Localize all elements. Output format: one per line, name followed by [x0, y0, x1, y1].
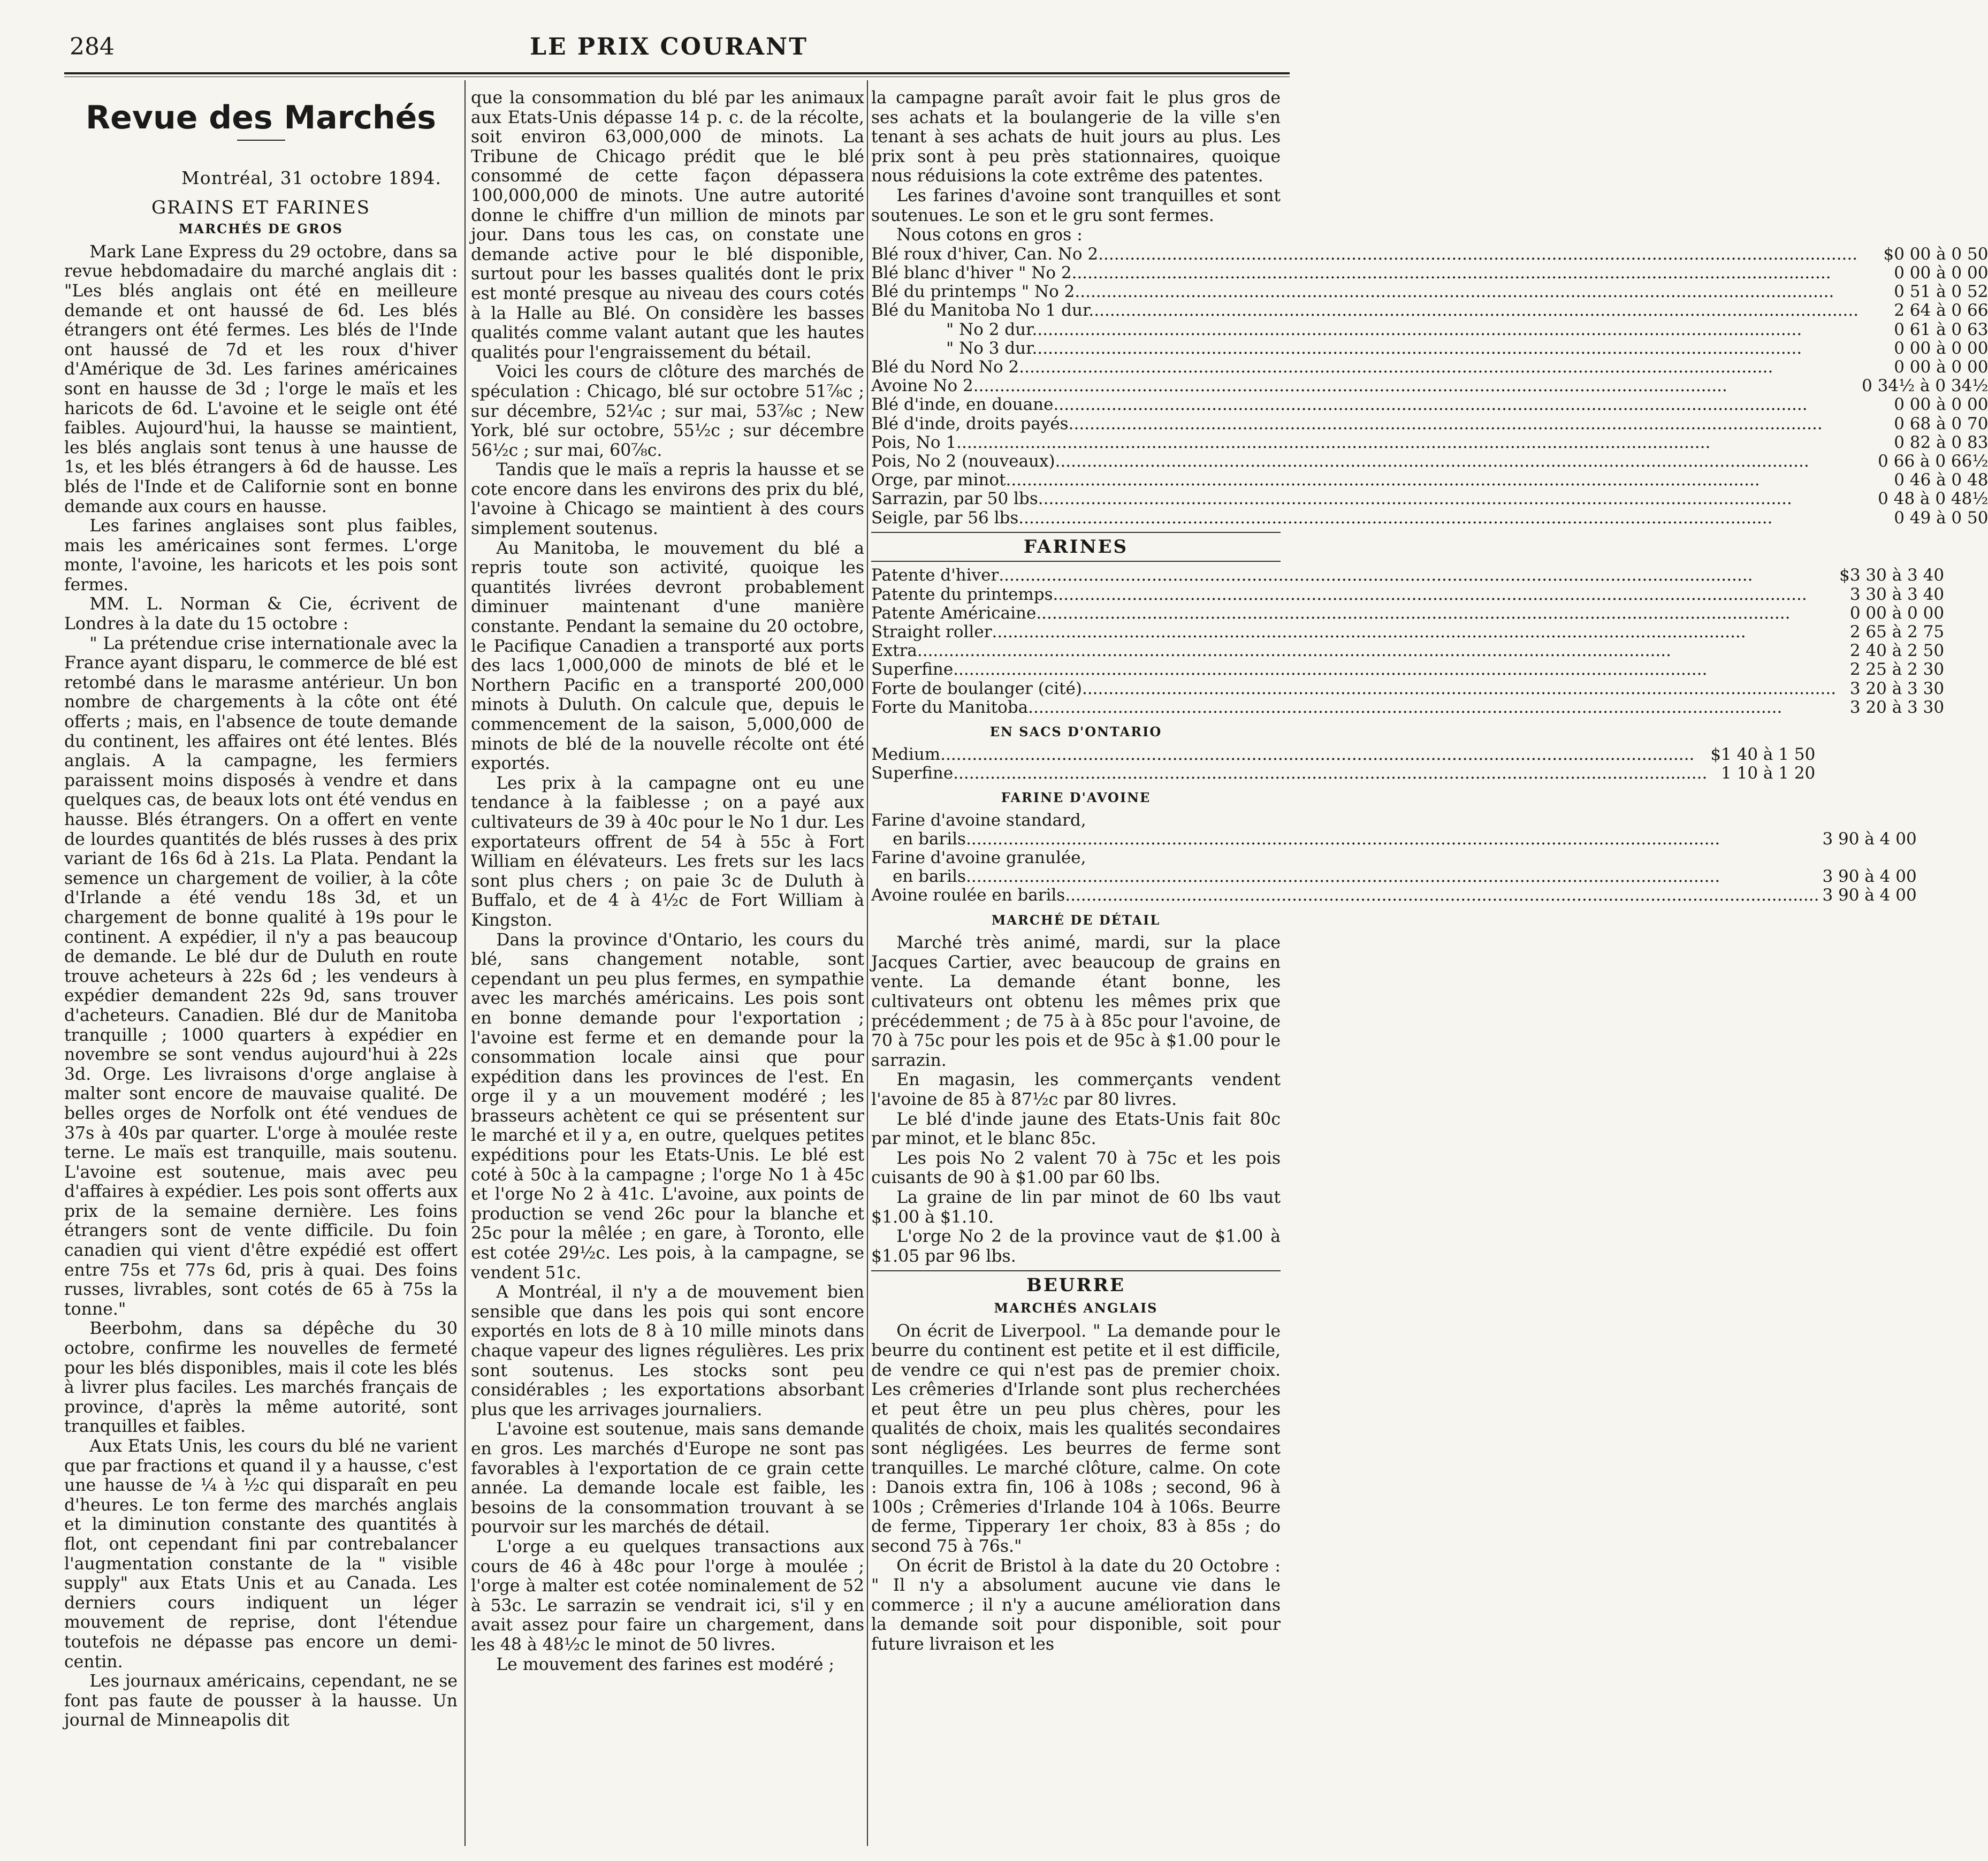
leader-dots [1006, 471, 1859, 490]
column-divider [867, 80, 868, 1846]
paragraph: L'orge No 2 de la province vaut de $1.00 à $1.05 par 96 lbs. [871, 1227, 1281, 1266]
price-row [871, 264, 1988, 283]
price-intro: Nous cotons en gros : [896, 225, 1083, 245]
paragraph: On écrit de Liverpool. " La demande pour le beurre du continent est petite et il est difficile, de vendre ce qui n'est pas de premier choix. Les crêmeries d'Irlande sont plus recherchées et peut être un peu plus chères, pour les qualités de choix, mais les qualités secondaires sont négligées. Les beurres de ferme sont tranquilles. Le marché clôture, calme. On cote : Danois extra fin, 106 à 108s ; second, 96 à 100s ; Crêmeries d'Irlande 104 à 106s. Beurre de ferme, Tipperary 1er choix, 83 à 85s ; do second 75 à 76s." [871, 1321, 1281, 1557]
price-value: 1 10 à 1 20 [1721, 763, 1816, 783]
price-item-name: Farine d'avoine standard, [871, 810, 1086, 830]
paragraph: " La prétendue crise internationale avec la France ayant disparu, le commerce de blé est retombé dans le marasme antérieur. Un bon nombre de chargements à la côte ont été offerts ; mais, en l'absence de toute demande du continent, les affaires ont été lentes. Blés anglais. A la campagne, les fermiers paraissent moins disposés à vendre et dans quelques cas, de beaux lots ont été vendus en hausse. Blés étrangers. On a offert en vente de lourdes quantités de blés russes à des prix variant de 16s 6d à 21s. La Plata. Pendant la semence un chargement de voilier, à la côte d'Irlande a été vendu 18s 3d, et un chargement de bonne qualité à 19s pour le continent. A expédier, il n'y a pas beaucoup de demande. Le blé dur de Duluth en route trouve acheteurs à 22s 6d ; les vendeurs à expédier demandent 22s 9d, sans trouver d'acheteurs. Canadien. Blé dur de Manitoba tranquille ; 1000 quarters à expédier en novembre se sont vendus aujourd'hui à 22s 3d. Orge. Les livraisons d'orge anglaise à malter sont encore de mauvaise qualité. De belles orges de Norfolk ont été vendues de 37s à 40s par quarter. L'orge à moulée reste terne. Le maïs est tranquille, mais soutenu. L'avoine est soutenue, mais avec peu d'affaires à expédier. Les pois sont offerts aux prix de la semaine dernière. Les foins étrangers sont de vente difficile. Du foin canadien qui vient d'être expédié est offert entre 75s et 77s 6d, pris à quai. Des foins russes, livrables, sont cotés de 65 à 75s la tonne." [64, 634, 458, 1319]
price-item-name: Blé du Nord No 2 [871, 357, 1019, 377]
farines-price-table [871, 566, 1944, 717]
price-item-name: Pois, No 1 [871, 432, 957, 452]
price-item-name: Orge, par minot [871, 470, 1006, 490]
price-item-name: Blé du Manitoba No 1 dur... [871, 301, 1105, 321]
price-value: 0 00 à 0 00 [1894, 263, 1988, 283]
paragraph: Beerbohm, dans sa dépêche du 30 octobre, confirme les nouvelles de fermeté pour les blés disponibles, mais il cote les blés à livrer plus faciles. Les marchés français de province, d'après la même autorité, sont tranquilles et faibles. [64, 1319, 458, 1437]
detail-heading: MARCHÉ DE DÉTAIL [991, 912, 1161, 928]
price-row [871, 283, 1988, 301]
leader-dots [1053, 395, 1858, 414]
leader-dots [992, 623, 1837, 642]
price-row [871, 358, 1988, 377]
paragraph: Le mouvement des farines est modéré ; [496, 1654, 834, 1674]
price-item-name: Superfine [871, 660, 954, 680]
leader-dots [973, 377, 1858, 395]
price-row [871, 698, 1944, 717]
paragraph: Le blé d'inde jaune des Etats-Unis fait 80c par minot, et le blanc 85c. [871, 1109, 1281, 1149]
leader-dots [1053, 585, 1837, 604]
sacs-price-table [871, 745, 1815, 783]
price-value: 0 00 à 0 00 [1894, 395, 1988, 415]
price-row [871, 245, 1988, 264]
price-value: 3 90 à 4 00 [1822, 886, 1917, 905]
paragraph: Aux Etats Unis, les cours du blé ne varient que par fractions et quand il y a hausse, c'est une hausse de ¼ à ½c qui disparaît en peu d'heures. Le ton ferme des marchés anglais et la diminution constante des quantités à flot, ont cependant fini par contrebalancer l'augmentation constante de la " visible supply" aux Etats Unis et au Canada. Les derniers cours indiquent un léger mouvement de reprise, dont l'étendue toutefois ne dépasse pas encore un demi-centin. [64, 1437, 458, 1672]
price-item-name: Blé d'inde, en douane [871, 395, 1054, 415]
price-row [871, 452, 1988, 471]
price-item-name: Avoine roulée en barils [871, 886, 1065, 905]
paragraph: L'avoine est soutenue, mais sans demande en gros. Les marchés d'Europe ne sont pas favorables à l'exportation de ce grain cette année. La demande locale est faible, les besoins de la consommation trouvant à se pourvoir sur les marchés de détail. [471, 1420, 864, 1537]
paragraph: la campagne paraît avoir fait le plus gros de ses achats et la boulangerie de la ville s'en tenant à ses achats de huit jours au plus. Les prix sont à peu près stationnaires, quoique nous réduisions la cote extrême des patentes. [871, 88, 1281, 186]
price-value: 0 51 à 0 52 [1894, 282, 1988, 302]
price-item-subname: en barils [893, 829, 966, 849]
column-1 [64, 88, 458, 1843]
paragraph: MM. L. Norman & Cie, écrivent de Londres à la date du 15 octobre : [64, 594, 458, 634]
header-rule [64, 72, 1290, 74]
leader-dots [1103, 245, 1858, 264]
divider [871, 532, 1281, 533]
leader-dots [953, 764, 1707, 783]
price-value: 0 48 à 0 48½ [1878, 489, 1988, 509]
price-item-name: Straight roller [871, 622, 992, 642]
price-item-subname: en barils [893, 867, 966, 887]
sacs-heading: EN SACS D'ONTARIO [989, 724, 1162, 740]
price-row [871, 395, 1988, 414]
price-item-name: Blé roux d'hiver, Can. No 2. [871, 244, 1103, 264]
price-value: 0 82 à 0 83 [1894, 432, 1988, 452]
leader-dots [1077, 264, 1858, 283]
price-row [871, 849, 1917, 867]
price-item-name: Superfine [871, 763, 954, 783]
price-row [871, 377, 1988, 395]
leader-dots [999, 566, 1836, 585]
price-item-name: " No 2 dur... [946, 319, 1048, 339]
column-divider [464, 80, 466, 1846]
paragraph: Les journaux américains, cependant, ne se font pas faute de pousser à la hausse. Un journal de Minneapolis dit [64, 1672, 458, 1730]
divider [871, 1270, 1281, 1271]
divider [871, 561, 1281, 562]
price-row [871, 509, 1988, 528]
paragraph: Les farines anglaises sont plus faibles, mais les américaines sont fermes. L'orge monte, l'avoine, les haricots et les pois sont fermes. [64, 516, 458, 594]
paragraph: En magasin, les commerçants vendent l'avoine de 85 à 87½c par 80 livres. [871, 1070, 1281, 1109]
leader-dots [966, 867, 1819, 886]
paragraph: Mark Lane Express du 29 octobre, dans sa revue hebdomadaire du marché anglais dit : "Les blés anglais ont été en meilleure demande et ont haussé de 6d. Les blés étrangers ont été fermes. Les blés de l'Inde ont haussé de 7d et les roux d'hiver d'Amérique de 3d. Les farines américaines sont en hausse de 3d ; l'orge le maïs et les haricots de 6d. L'avoine et le seigle ont été faibles. Aujourd'hui, la hausse se maintient, les blés anglais sont tenus à une hausse de 1s, et les blés étrangers à 6d de hausse. Les blés de l'Inde et de Californie sont en bonne demande aux cours en hausse. [64, 242, 458, 516]
leader-dots [953, 660, 1836, 679]
paragraph: Au Manitoba, le mouvement du blé a repris toute son activité, quoique les quantités livrées devront probablement diminuer maintenant d'une manière constante. Pendant la semaine du 20 octobre, le Pacifique Canadien a transporté aux ports des lacs 1,000,000 de minots de blé et le Northern Pacific en a transporté 200,000 minots à Duluth. On calcule que, depuis le commencement de la saison, 5,000,000 de minots de blé de la nouvelle récolte ont été exportés. [471, 538, 864, 774]
paragraph: La graine de lin par minot de 60 lbs vaut $1.00 à $1.10. [871, 1187, 1281, 1227]
price-row [871, 339, 1988, 358]
grain-price-table [871, 245, 1988, 528]
paragraph: Tandis que le maïs a repris la hausse et se cote encore dans les environs des prix du blé, l'avoine à Chicago se maintient à des cours simplement soutenus. [471, 460, 864, 539]
leader-dots [1048, 321, 1858, 339]
paragraph: Les farines d'avoine sont tranquilles et sont soutenues. Le son et le gru sont fermes. [871, 186, 1281, 225]
price-row [871, 764, 1815, 783]
leader-dots [940, 745, 1707, 764]
price-row [871, 471, 1988, 490]
leader-dots [1018, 509, 1858, 528]
price-row [871, 830, 1917, 849]
paragraph: Voici les cours de clôture des marchés de spéculation : Chicago, blé sur octobre 51⅞c ; sur décembre, 52¼c ; sur mai, 53⅞c ; New York, blé sur octobre, 55½c ; sur décembre 56½c ; sur mai, 60⅞c. [471, 362, 864, 460]
paragraph: Les pois No 2 valent 70 à 75c et les pois cuisants de 90 à $1.00 par 60 lbs. [871, 1148, 1281, 1188]
price-value: 3 30 à 3 40 [1849, 584, 1945, 604]
price-value: 2 40 à 2 50 [1849, 641, 1945, 661]
price-value: 0 00 à 0 00 [1894, 357, 1988, 377]
price-value: 3 20 à 3 30 [1849, 678, 1945, 698]
leader-dots [966, 830, 1819, 849]
beurre-heading: BEURRE [1026, 1275, 1125, 1296]
leader-dots [1065, 886, 1819, 905]
price-value: 3 90 à 4 00 [1822, 867, 1917, 887]
avoine-price-table [871, 811, 1917, 905]
price-row [871, 321, 1988, 339]
price-value: 0 46 à 0 48 [1894, 470, 1988, 490]
price-item-name: Seigle, par 56 lbs [871, 508, 1019, 528]
paragraph: Les prix à la campagne ont eu une tendance à la faiblesse ; on a payé aux cultivateurs de 39 à 40c pour le No 1 dur. Les exportateurs offrent de 54 à 55c à Fort William en élévateurs. Les frets sur les lacs sont plus chers ; on paie 3c de Duluth à Buffalo, et de 4 à 4½c de Fort William à Kingston. [471, 773, 864, 930]
price-row [871, 680, 1944, 698]
price-item-name: Farine d'avoine granulée, [871, 848, 1086, 868]
leader-dots [1080, 283, 1858, 301]
paragraph: Dans la province d'Ontario, les cours du blé, sans changement notable, sont cependant un peu plus fermes, en sympathie avec les marchés américains. Les pois sont en bonne demande pour l'exportation ; l'avoine est ferme et en demande pour la consommation locale ainsi que pour expédition dans les provinces de l'est. En orge il y a un mouvement modéré ; les brasseurs achètent ce qui se présentent sur le marché et il y a, en outre, quelques petites expéditions pour les Etats-Unis. Le blé est coté à 50c à la campagne ; l'orge No 1 à 45c et l'orge No 2 à 41c. L'avoine, aux points de production se vend 26c pour la blanche et 25c pour la mêlée ; en gare, à Toronto, elle est cotée 29½c. Les pois, à la campagne, se vendent 51c. [471, 930, 864, 1283]
price-row [871, 433, 1988, 452]
price-value: 0 00 à 0 00 [1849, 603, 1945, 623]
article-title: Revue des Marchés [85, 99, 437, 136]
column-3 [871, 88, 1988, 1843]
page-header [70, 33, 1268, 71]
journal-title: LE PRIX COURANT [530, 33, 808, 60]
leader-dots [1036, 604, 1836, 623]
price-item-name: Medium [871, 744, 941, 764]
farines-heading: FARINES [1023, 536, 1129, 558]
price-row [871, 623, 1944, 642]
price-item-name: Blé blanc d'hiver " No 2. [871, 263, 1077, 283]
price-value: $3 30 à 3 40 [1839, 566, 1945, 585]
avoine-heading: FARINE D'AVOINE [1001, 790, 1151, 806]
leader-dots [1028, 698, 1836, 717]
leader-dots [1038, 490, 1858, 508]
paragraph: L'orge a eu quelques transactions aux cours de 46 à 48c pour l'orge à moulée ; l'orge à malter est cotée nominalement de 52 à 53c. Le sarrazin se vendrait ici, s'il y en avait assez pour faire un chargement, dans les 48 à 48½c le minot de 50 livres. [471, 1537, 864, 1654]
paragraph: que la consommation du blé par les animaux aux Etats-Unis dépasse 14 p. c. de la récolte, soit environ 63,000,000 de minots. La Tribune de Chicago prédit que le blé consommé de cette façon dépassera 100,000,000 de minots. Une autre autorité donne le chiffre d'un million de minots par jour. Dans tous les cas, on constate une demande active pour le blé disponible, surtout pour les basses qualités dont le prix est monté presque au niveau des cours cotés à la Halle au Blé. On considère les basses qualités comme valant autant que les hautes qualités pour l'engraissement du bétail. [471, 88, 864, 362]
price-value: 3 20 à 3 30 [1849, 697, 1945, 717]
price-value: 0 68 à 0 70 [1894, 414, 1988, 433]
leader-dots [1048, 339, 1858, 358]
price-item-name: Patente Américaine [871, 603, 1037, 623]
price-value: 2 25 à 2 30 [1849, 660, 1945, 680]
price-row [871, 566, 1944, 585]
leader-dots [917, 642, 1836, 660]
price-item-name: Blé d'inde, droits payés [871, 414, 1069, 433]
price-value: 0 49 à 0 50 [1894, 508, 1988, 528]
price-value: 2 65 à 2 75 [1849, 622, 1945, 642]
leader-dots [1105, 301, 1858, 320]
paragraph: On écrit de Bristol à la date du 20 Octobre : " Il n'y a absolument aucune vie dans le commerce ; il n'y a aucune amélioration dans la demande soit pour disponible, soit pour future livraison et les [871, 1556, 1281, 1654]
paragraph: A Montréal, il n'y a de mouvement bien sensible que dans les pois qui sont encore exportés en lots de 8 à 10 mille minots dans chaque vapeur des lignes régulières. Les prix sont soutenus. Les stocks sont peu considérables ; les exportations absorbant plus que les arrivages journaliers. [471, 1283, 864, 1420]
price-value: $1 40 à 1 50 [1710, 744, 1816, 764]
price-value: 0 00 à 0 00 [1894, 338, 1988, 358]
price-row [871, 415, 1988, 433]
title-rule [237, 140, 285, 141]
price-row [871, 642, 1944, 660]
price-row [871, 745, 1815, 764]
leader-dots [956, 433, 1858, 452]
page-number: 284 [70, 33, 115, 60]
price-row [871, 660, 1944, 679]
price-item-name: Extra [871, 641, 917, 661]
price-value: $0 00 à 0 50 [1883, 244, 1988, 264]
price-value: 3 90 à 4 00 [1822, 829, 1917, 849]
leader-dots [1019, 358, 1858, 377]
price-value: 0 66 à 0 66½ [1878, 451, 1988, 471]
price-row [871, 886, 1917, 905]
price-row [871, 585, 1944, 604]
price-value: 0 34½ à 0 34½ [1862, 376, 1988, 396]
price-item-name: Patente du printemps [871, 584, 1053, 604]
price-value: 0 61 à 0 63 [1894, 319, 1988, 339]
price-item-name: Forte de boulanger (cité) [871, 678, 1082, 698]
price-row [871, 867, 1917, 886]
price-item-name: " No 3 dur... [946, 338, 1048, 358]
price-row [871, 301, 1988, 320]
price-row [871, 811, 1917, 830]
leader-dots [1055, 452, 1859, 471]
price-row [871, 490, 1988, 508]
price-item-name: Forte du Manitoba [871, 697, 1029, 717]
price-item-name: Patente d'hiver [871, 566, 999, 585]
column-2 [471, 88, 864, 1843]
price-row [871, 604, 1944, 623]
price-item-name: Avoine No 2 [871, 376, 973, 396]
price-item-name: Sarrazin, par 50 lbs [871, 489, 1038, 509]
price-item-name: Pois, No 2 (nouveaux) [871, 451, 1055, 471]
leader-dots [1082, 680, 1836, 698]
dateline: Montréal, 31 octobre 1894. [181, 167, 441, 188]
price-item-name: Blé du printemps " No 2. [871, 282, 1080, 302]
section-heading: GRAINS ET FARINES [151, 196, 370, 218]
price-value: 2 64 à 0 66 [1894, 301, 1988, 321]
leader-dots [1069, 415, 1858, 433]
paragraph: Marché très animé, mardi, sur la place Jacques Cartier, avec beaucoup de grains en vente. La demande étant bonne, les cultivateurs ont obtenu les mêmes prix que précédemment ; de 75 à à 85c pour l'avoine, de 70 à 75c pour les pois et de 95c à $1.00 pour le sarrazin. [871, 933, 1281, 1070]
subsection-heading: MARCHÉS DE GROS [178, 221, 344, 237]
beurre-subheading: MARCHÉS ANGLAIS [994, 1300, 1158, 1316]
